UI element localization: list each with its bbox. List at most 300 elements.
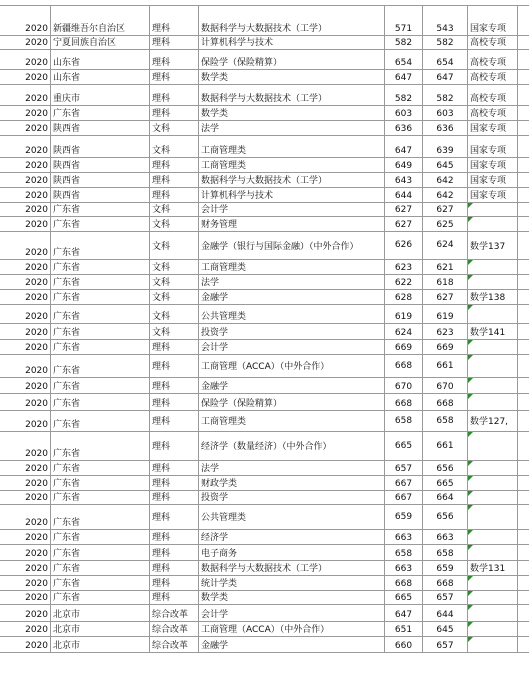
subject-type-cell[interactable]: 文科 xyxy=(150,121,199,135)
province-cell[interactable]: 广东省 xyxy=(51,305,150,323)
min-score-cell[interactable]: 669 xyxy=(423,340,468,354)
note-cell[interactable]: 国家专项 xyxy=(468,121,518,135)
major-cell[interactable]: 统计学类 xyxy=(199,576,385,590)
min-score-cell[interactable]: 657 xyxy=(423,637,468,652)
max-score-cell[interactable]: 643 xyxy=(385,173,423,187)
major-cell[interactable]: 投资学 xyxy=(199,324,385,339)
empty-cell[interactable] xyxy=(518,591,529,604)
major-cell[interactable]: 工商管理（ACCA）（中外合作） xyxy=(199,622,385,636)
subject-type-cell[interactable]: 理科 xyxy=(150,394,199,410)
min-score-cell[interactable]: 661 xyxy=(423,432,468,460)
note-cell[interactable]: 高校专项 xyxy=(468,85,518,105)
table-row xyxy=(0,411,529,432)
major-cell[interactable]: 计算机科学与技术 xyxy=(199,188,385,202)
province-cell[interactable]: 广东省 xyxy=(51,561,150,575)
subject-type-cell[interactable]: 理科 xyxy=(150,591,199,604)
province-cell[interactable]: 广东省 xyxy=(51,545,150,560)
max-score-cell[interactable]: 582 xyxy=(385,85,423,105)
empty-cell[interactable] xyxy=(518,217,529,231)
min-score-cell[interactable]: 618 xyxy=(423,275,468,289)
min-score-cell[interactable]: 639 xyxy=(423,136,468,157)
subject-type-cell[interactable]: 理科 xyxy=(150,411,199,431)
year-cell[interactable]: 2020 xyxy=(0,290,51,304)
subject-type-cell[interactable]: 理科 xyxy=(150,70,199,84)
province-cell[interactable]: 广东省 xyxy=(51,411,150,431)
year-cell[interactable]: 2020 xyxy=(0,106,51,120)
year-cell[interactable]: 2020 xyxy=(0,158,51,172)
max-score-cell[interactable]: 603 xyxy=(385,106,423,120)
year-cell[interactable]: 2020 xyxy=(0,260,51,274)
min-score-cell[interactable]: 624 xyxy=(423,232,468,259)
major-cell[interactable]: 计算机科学与技术 xyxy=(199,36,385,49)
note-cell[interactable] xyxy=(468,491,518,504)
min-score-cell[interactable]: 623 xyxy=(423,324,468,339)
subject-type-cell[interactable]: 理科 xyxy=(150,505,199,529)
year-cell[interactable]: 2020 xyxy=(0,136,51,157)
province-cell[interactable]: 广东省 xyxy=(51,461,150,475)
note-cell[interactable] xyxy=(468,394,518,410)
empty-cell[interactable] xyxy=(518,70,529,84)
year-cell[interactable]: 2020 xyxy=(0,85,51,105)
empty-cell[interactable] xyxy=(518,411,529,431)
year-cell[interactable]: 2020 xyxy=(0,355,51,377)
empty-cell[interactable] xyxy=(518,188,529,202)
note-cell[interactable] xyxy=(468,432,518,460)
year-cell[interactable]: 2020 xyxy=(0,561,51,575)
min-score-cell[interactable]: 645 xyxy=(423,158,468,172)
major-cell[interactable]: 金融学 xyxy=(199,290,385,304)
empty-cell[interactable] xyxy=(518,136,529,157)
year-cell[interactable]: 2020 xyxy=(0,203,51,216)
min-score-cell[interactable]: 663 xyxy=(423,530,468,544)
year-cell[interactable]: 2020 xyxy=(0,411,51,431)
empty-cell[interactable] xyxy=(518,545,529,560)
major-cell[interactable]: 保险学（保险精算） xyxy=(199,394,385,410)
min-score-cell[interactable]: 657 xyxy=(423,591,468,604)
max-score-cell[interactable]: 669 xyxy=(385,340,423,354)
min-score-cell[interactable]: 621 xyxy=(423,260,468,274)
major-cell[interactable]: 会计学 xyxy=(199,340,385,354)
max-score-cell[interactable]: 647 xyxy=(385,136,423,157)
max-score-cell[interactable]: 663 xyxy=(385,561,423,575)
empty-cell[interactable] xyxy=(518,637,529,652)
max-score-cell[interactable]: 659 xyxy=(385,505,423,529)
empty-cell[interactable] xyxy=(518,394,529,410)
max-score-cell[interactable]: 665 xyxy=(385,432,423,460)
subject-type-cell[interactable]: 理科 xyxy=(150,491,199,504)
empty-cell[interactable] xyxy=(518,50,529,69)
year-cell[interactable]: 2020 xyxy=(0,275,51,289)
min-score-cell[interactable]: 654 xyxy=(423,50,468,69)
subject-type-cell[interactable]: 理科 xyxy=(150,545,199,560)
max-score-cell[interactable]: 658 xyxy=(385,545,423,560)
note-cell[interactable]: 国家专项 xyxy=(468,136,518,157)
min-score-cell[interactable]: 645 xyxy=(423,622,468,636)
empty-cell[interactable] xyxy=(518,505,529,529)
major-cell[interactable]: 公共管理类 xyxy=(199,305,385,323)
year-cell[interactable]: 2020 xyxy=(0,505,51,529)
empty-cell[interactable] xyxy=(518,275,529,289)
empty-cell[interactable] xyxy=(518,324,529,339)
empty-cell[interactable] xyxy=(518,290,529,304)
note-cell[interactable] xyxy=(468,260,518,274)
subject-type-cell[interactable]: 理科 xyxy=(150,6,199,35)
note-cell[interactable] xyxy=(468,275,518,289)
max-score-cell[interactable]: 665 xyxy=(385,591,423,604)
min-score-cell[interactable]: 543 xyxy=(423,6,468,35)
empty-cell[interactable] xyxy=(518,432,529,460)
subject-type-cell[interactable]: 理科 xyxy=(150,378,199,393)
min-score-cell[interactable]: 582 xyxy=(423,85,468,105)
subject-type-cell[interactable]: 综合改革 xyxy=(150,605,199,621)
province-cell[interactable]: 广东省 xyxy=(51,340,150,354)
major-cell[interactable]: 工商管理类 xyxy=(199,136,385,157)
subject-type-cell[interactable]: 理科 xyxy=(150,576,199,590)
year-cell[interactable]: 2020 xyxy=(0,324,51,339)
subject-type-cell[interactable]: 文科 xyxy=(150,290,199,304)
province-cell[interactable]: 广东省 xyxy=(51,260,150,274)
min-score-cell[interactable]: 619 xyxy=(423,305,468,323)
province-cell[interactable]: 广东省 xyxy=(51,324,150,339)
empty-cell[interactable] xyxy=(518,461,529,475)
max-score-cell[interactable]: 624 xyxy=(385,324,423,339)
year-cell[interactable]: 2020 xyxy=(0,545,51,560)
major-cell[interactable]: 数学类 xyxy=(199,106,385,120)
major-cell[interactable]: 金融学 xyxy=(199,637,385,652)
note-cell[interactable]: 国家专项 xyxy=(468,173,518,187)
year-cell[interactable]: 2020 xyxy=(0,340,51,354)
note-cell[interactable]: 数学141 xyxy=(468,324,518,339)
subject-type-cell[interactable]: 理科 xyxy=(150,36,199,49)
subject-type-cell[interactable]: 理科 xyxy=(150,561,199,575)
province-cell[interactable]: 广东省 xyxy=(51,275,150,289)
major-cell[interactable]: 法学 xyxy=(199,121,385,135)
province-cell[interactable]: 广东省 xyxy=(51,355,150,377)
year-cell[interactable]: 2020 xyxy=(0,6,51,35)
empty-cell[interactable] xyxy=(518,622,529,636)
note-cell[interactable]: 数学137 xyxy=(468,232,518,259)
province-cell[interactable]: 山东省 xyxy=(51,50,150,69)
min-score-cell[interactable]: 603 xyxy=(423,106,468,120)
major-cell[interactable]: 财政学类 xyxy=(199,476,385,490)
max-score-cell[interactable]: 667 xyxy=(385,476,423,490)
subject-type-cell[interactable]: 文科 xyxy=(150,203,199,216)
table-row xyxy=(0,637,529,653)
max-score-cell[interactable]: 636 xyxy=(385,121,423,135)
major-cell[interactable]: 数学类 xyxy=(199,70,385,84)
subject-type-cell[interactable]: 文科 xyxy=(150,217,199,231)
province-cell[interactable]: 广东省 xyxy=(51,576,150,590)
year-cell[interactable]: 2020 xyxy=(0,637,51,652)
max-score-cell[interactable]: 657 xyxy=(385,461,423,475)
empty-cell[interactable] xyxy=(518,305,529,323)
subject-type-cell[interactable]: 理科 xyxy=(150,461,199,475)
max-score-cell[interactable]: 626 xyxy=(385,232,423,259)
subject-type-cell[interactable]: 理科 xyxy=(150,432,199,460)
subject-type-cell[interactable]: 理科 xyxy=(150,530,199,544)
year-cell[interactable]: 2020 xyxy=(0,217,51,231)
major-cell[interactable]: 数据科学与大数据技术（工学） xyxy=(199,6,385,35)
year-cell[interactable]: 2020 xyxy=(0,530,51,544)
note-cell[interactable]: 数学131 xyxy=(468,561,518,575)
min-score-cell[interactable]: 627 xyxy=(423,290,468,304)
subject-type-cell[interactable]: 文科 xyxy=(150,305,199,323)
empty-cell[interactable] xyxy=(518,355,529,377)
province-cell[interactable]: 陕西省 xyxy=(51,188,150,202)
subject-type-cell[interactable]: 理科 xyxy=(150,476,199,490)
year-cell[interactable]: 2020 xyxy=(0,394,51,410)
note-cell[interactable] xyxy=(468,576,518,590)
province-cell[interactable]: 广东省 xyxy=(51,505,150,529)
empty-cell[interactable] xyxy=(518,158,529,172)
province-cell[interactable]: 广东省 xyxy=(51,232,150,259)
max-score-cell[interactable]: 644 xyxy=(385,188,423,202)
empty-cell[interactable] xyxy=(518,530,529,544)
note-cell[interactable]: 高校专项 xyxy=(468,70,518,84)
year-cell[interactable]: 2020 xyxy=(0,591,51,604)
subject-type-cell[interactable]: 文科 xyxy=(150,136,199,157)
province-cell[interactable]: 山东省 xyxy=(51,70,150,84)
major-cell[interactable]: 会计学 xyxy=(199,203,385,216)
min-score-cell[interactable]: 659 xyxy=(423,561,468,575)
empty-cell[interactable] xyxy=(518,232,529,259)
subject-type-cell[interactable]: 综合改革 xyxy=(150,622,199,636)
year-cell[interactable]: 2020 xyxy=(0,476,51,490)
note-cell[interactable]: 高校专项 xyxy=(468,36,518,49)
min-score-cell[interactable]: 665 xyxy=(423,476,468,490)
min-score-cell[interactable]: 668 xyxy=(423,576,468,590)
min-score-cell[interactable]: 636 xyxy=(423,121,468,135)
max-score-cell[interactable]: 647 xyxy=(385,605,423,621)
year-cell[interactable]: 2020 xyxy=(0,305,51,323)
province-cell[interactable]: 重庆市 xyxy=(51,85,150,105)
province-cell[interactable]: 新疆维吾尔自治区 xyxy=(51,6,150,35)
max-score-cell[interactable]: 651 xyxy=(385,622,423,636)
empty-cell[interactable] xyxy=(518,561,529,575)
subject-type-cell[interactable]: 文科 xyxy=(150,232,199,259)
min-score-cell[interactable]: 642 xyxy=(423,188,468,202)
empty-cell[interactable] xyxy=(518,340,529,354)
note-cell[interactable] xyxy=(468,305,518,323)
empty-cell[interactable] xyxy=(518,173,529,187)
min-score-cell[interactable]: 670 xyxy=(423,378,468,393)
year-cell[interactable]: 2020 xyxy=(0,173,51,187)
year-cell[interactable]: 2020 xyxy=(0,605,51,621)
province-cell[interactable]: 北京市 xyxy=(51,622,150,636)
year-cell[interactable]: 2020 xyxy=(0,576,51,590)
subject-type-cell[interactable]: 理科 xyxy=(150,355,199,377)
major-cell[interactable]: 数据科学与大数据技术（工学） xyxy=(199,173,385,187)
major-cell[interactable]: 金融学（银行与国际金融）（中外合作） xyxy=(199,232,385,259)
max-score-cell[interactable]: 622 xyxy=(385,275,423,289)
max-score-cell[interactable]: 649 xyxy=(385,158,423,172)
subject-type-cell[interactable]: 理科 xyxy=(150,106,199,120)
empty-cell[interactable] xyxy=(518,6,529,35)
major-cell[interactable]: 数学类 xyxy=(199,591,385,604)
subject-type-cell[interactable]: 理科 xyxy=(150,158,199,172)
major-cell[interactable]: 电子商务 xyxy=(199,545,385,560)
empty-cell[interactable] xyxy=(518,260,529,274)
empty-cell[interactable] xyxy=(518,378,529,393)
min-score-cell[interactable]: 647 xyxy=(423,70,468,84)
note-cell[interactable] xyxy=(468,378,518,393)
province-cell[interactable]: 广东省 xyxy=(51,394,150,410)
province-cell[interactable]: 广东省 xyxy=(51,491,150,504)
major-cell[interactable]: 工商管理类 xyxy=(199,158,385,172)
province-cell[interactable]: 广东省 xyxy=(51,476,150,490)
note-cell[interactable]: 数学138 xyxy=(468,290,518,304)
note-cell[interactable] xyxy=(468,622,518,636)
province-cell[interactable]: 广东省 xyxy=(51,217,150,231)
major-cell[interactable]: 投资学 xyxy=(199,491,385,504)
empty-cell[interactable] xyxy=(518,576,529,590)
year-cell[interactable]: 2020 xyxy=(0,36,51,49)
note-cell[interactable] xyxy=(468,340,518,354)
province-cell[interactable]: 广东省 xyxy=(51,290,150,304)
max-score-cell[interactable]: 667 xyxy=(385,491,423,504)
major-cell[interactable]: 财务管理 xyxy=(199,217,385,231)
major-cell[interactable]: 经济学（数量经济）（中外合作） xyxy=(199,432,385,460)
note-cell[interactable] xyxy=(468,355,518,377)
subject-type-cell[interactable]: 综合改革 xyxy=(150,637,199,652)
subject-type-cell[interactable]: 理科 xyxy=(150,85,199,105)
note-cell[interactable] xyxy=(468,476,518,490)
major-cell[interactable]: 金融学 xyxy=(199,378,385,393)
major-cell[interactable]: 法学 xyxy=(199,461,385,475)
empty-cell[interactable] xyxy=(518,121,529,135)
note-cell[interactable]: 国家专项 xyxy=(468,6,518,35)
max-score-cell[interactable]: 619 xyxy=(385,305,423,323)
subject-type-cell[interactable]: 理科 xyxy=(150,188,199,202)
subject-type-cell[interactable]: 文科 xyxy=(150,275,199,289)
note-cell[interactable] xyxy=(468,637,518,652)
province-cell[interactable]: 北京市 xyxy=(51,637,150,652)
note-cell[interactable]: 高校专项 xyxy=(468,106,518,120)
min-score-cell[interactable]: 658 xyxy=(423,545,468,560)
empty-cell[interactable] xyxy=(518,106,529,120)
note-cell[interactable]: 高校专项 xyxy=(468,50,518,69)
min-score-cell[interactable]: 582 xyxy=(423,36,468,49)
min-score-cell[interactable]: 668 xyxy=(423,394,468,410)
empty-cell[interactable] xyxy=(518,605,529,621)
major-cell[interactable]: 数据科学与大数据技术（工学） xyxy=(199,561,385,575)
max-score-cell[interactable]: 668 xyxy=(385,394,423,410)
major-cell[interactable]: 经济学 xyxy=(199,530,385,544)
min-score-cell[interactable]: 661 xyxy=(423,355,468,377)
max-score-cell[interactable]: 571 xyxy=(385,6,423,35)
major-cell[interactable]: 保险学（保险精算） xyxy=(199,50,385,69)
major-cell[interactable]: 工商管理类 xyxy=(199,260,385,274)
major-cell[interactable]: 公共管理类 xyxy=(199,505,385,529)
province-cell[interactable]: 陕西省 xyxy=(51,121,150,135)
year-cell[interactable]: 2020 xyxy=(0,232,51,259)
subject-type-cell[interactable]: 文科 xyxy=(150,324,199,339)
province-cell[interactable]: 广东省 xyxy=(51,591,150,604)
min-score-cell[interactable]: 644 xyxy=(423,605,468,621)
subject-type-cell[interactable]: 理科 xyxy=(150,173,199,187)
min-score-cell[interactable]: 642 xyxy=(423,173,468,187)
min-score-cell[interactable]: 625 xyxy=(423,217,468,231)
major-cell[interactable]: 法学 xyxy=(199,275,385,289)
major-cell[interactable]: 工商管理（ACCA）（中外合作） xyxy=(199,355,385,377)
note-cell[interactable]: 数学127, xyxy=(468,411,518,431)
note-cell[interactable] xyxy=(468,217,518,231)
min-score-cell[interactable]: 658 xyxy=(423,411,468,431)
empty-cell[interactable] xyxy=(518,203,529,216)
note-cell[interactable] xyxy=(468,461,518,475)
min-score-cell[interactable]: 656 xyxy=(423,461,468,475)
subject-type-cell[interactable]: 文科 xyxy=(150,260,199,274)
min-score-cell[interactable]: 627 xyxy=(423,203,468,216)
max-score-cell[interactable]: 582 xyxy=(385,36,423,49)
note-cell[interactable] xyxy=(468,605,518,621)
year-cell[interactable]: 2020 xyxy=(0,622,51,636)
note-cell[interactable]: 国家专项 xyxy=(468,188,518,202)
year-cell[interactable]: 2020 xyxy=(0,50,51,69)
max-score-cell[interactable]: 670 xyxy=(385,378,423,393)
max-score-cell[interactable]: 623 xyxy=(385,260,423,274)
year-cell[interactable]: 2020 xyxy=(0,491,51,504)
min-score-cell[interactable]: 664 xyxy=(423,491,468,504)
province-cell[interactable]: 陕西省 xyxy=(51,158,150,172)
year-cell[interactable]: 2020 xyxy=(0,432,51,460)
empty-cell[interactable] xyxy=(518,491,529,504)
note-cell[interactable] xyxy=(468,203,518,216)
max-score-cell[interactable]: 663 xyxy=(385,530,423,544)
max-score-cell[interactable]: 647 xyxy=(385,70,423,84)
year-cell[interactable]: 2020 xyxy=(0,121,51,135)
max-score-cell[interactable]: 668 xyxy=(385,576,423,590)
empty-cell[interactable] xyxy=(518,36,529,49)
year-cell[interactable]: 2020 xyxy=(0,461,51,475)
min-score-cell[interactable]: 656 xyxy=(423,505,468,529)
province-cell[interactable]: 广东省 xyxy=(51,106,150,120)
max-score-cell[interactable]: 654 xyxy=(385,50,423,69)
note-cell[interactable] xyxy=(468,530,518,544)
max-score-cell[interactable]: 627 xyxy=(385,203,423,216)
subject-type-cell[interactable]: 理科 xyxy=(150,340,199,354)
subject-type-cell[interactable]: 理科 xyxy=(150,50,199,69)
province-cell[interactable]: 陕西省 xyxy=(51,136,150,157)
province-cell[interactable]: 广东省 xyxy=(51,203,150,216)
table-row xyxy=(0,70,529,85)
max-score-cell[interactable]: 660 xyxy=(385,637,423,652)
empty-cell[interactable] xyxy=(518,476,529,490)
province-cell[interactable]: 宁夏回族自治区 xyxy=(51,36,150,49)
note-cell[interactable] xyxy=(468,591,518,604)
max-score-cell[interactable]: 627 xyxy=(385,217,423,231)
province-cell[interactable]: 广东省 xyxy=(51,432,150,460)
note-cell[interactable] xyxy=(468,505,518,529)
province-cell[interactable]: 广东省 xyxy=(51,530,150,544)
note-cell[interactable]: 国家专项 xyxy=(468,158,518,172)
max-score-cell[interactable]: 628 xyxy=(385,290,423,304)
province-cell[interactable]: 北京市 xyxy=(51,605,150,621)
year-cell[interactable]: 2020 xyxy=(0,188,51,202)
year-cell[interactable]: 2020 xyxy=(0,378,51,393)
max-score-cell[interactable]: 658 xyxy=(385,411,423,431)
year-cell[interactable]: 2020 xyxy=(0,70,51,84)
major-cell[interactable]: 数据科学与大数据技术（工学） xyxy=(199,85,385,105)
table-row xyxy=(0,305,529,324)
province-cell[interactable]: 陕西省 xyxy=(51,173,150,187)
note-cell[interactable] xyxy=(468,545,518,560)
province-cell[interactable]: 广东省 xyxy=(51,378,150,393)
major-cell[interactable]: 工商管理类 xyxy=(199,411,385,431)
major-cell[interactable]: 会计学 xyxy=(199,605,385,621)
max-score-cell[interactable]: 668 xyxy=(385,355,423,377)
empty-cell[interactable] xyxy=(518,85,529,105)
